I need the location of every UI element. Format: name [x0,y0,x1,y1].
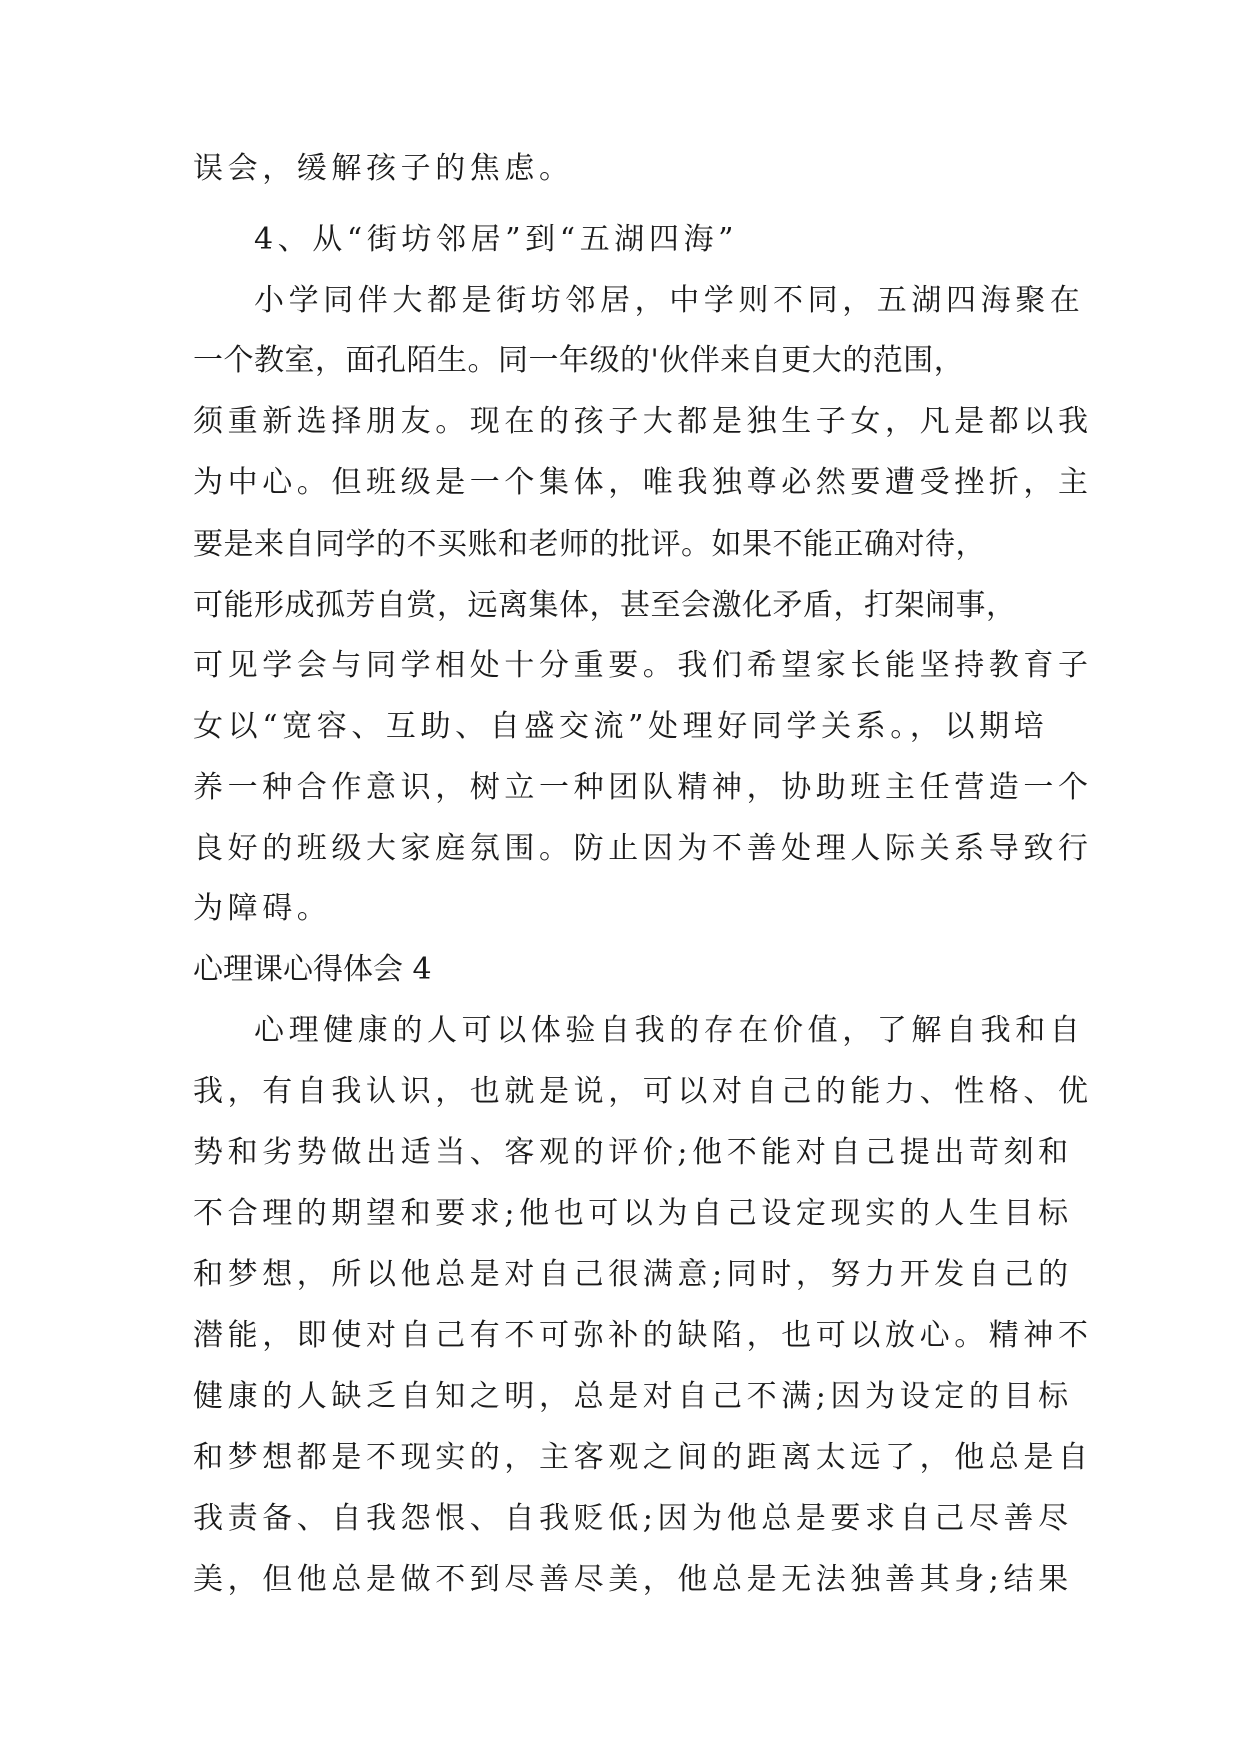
paragraph-line: 一个教室，面孔陌生。同一年级的'伙伴来自更大的范围， [193,343,965,378]
paragraph-line: 误会，缓解孩子的焦虑。 [193,151,574,186]
paragraph-line: 小学同伴大都是街坊邻居，中学则不同，五湖四海聚在 [254,283,1085,318]
paragraph-line: 潜能，即使对自己有不可弥补的缺陷，也可以放心。精神不 [193,1318,1093,1353]
paragraph-line: 美，但他总是做不到尽善尽美，他总是无法独善其身;结果 [193,1562,1073,1597]
paragraph-line: 和梦想都是不现实的，主客观之间的距离太远了，他总是自 [193,1440,1093,1475]
paragraph-line: 势和劣势做出适当、客观的评价;他不能对自己提出苛刻和 [193,1135,1073,1170]
paragraph-line: 我责备、自我怨恨、自我贬低;因为他总是要求自己尽善尽 [193,1501,1073,1536]
paragraph-line: 为中心。但班级是一个集体，唯我独尊必然要遭受挫折，主 [193,465,1093,500]
paragraph-line: 可见学会与同学相处十分重要。我们希望家长能坚持教育子 [193,648,1093,683]
paragraph-line: 和梦想，所以他总是对自己很满意;同时，努力开发自己的 [193,1257,1073,1292]
paragraph-line: 可能形成孤芳自赏，远离集体，甚至会激化矛盾，打架闹事， [193,588,1017,623]
paragraph-line: 须重新选择朋友。现在的孩子大都是独生子女，凡是都以我 [193,404,1093,439]
paragraph-line: 要是来自同学的不买账和老师的批评。如果不能正确对待， [193,527,986,562]
paragraph-line: 不合理的期望和要求;他也可以为自己设定现实的人生目标 [193,1196,1073,1231]
paragraph-line: 我，有自我认识，也就是说，可以对自己的能力、性格、优 [193,1074,1093,1109]
paragraph-line: 为障碍。 [193,891,332,926]
paragraph-line: 养一种合作意识，树立一种团队精神，协助班主任营造一个 [193,770,1093,805]
paragraph-line: 健康的人缺乏自知之明，总是对自己不满;因为设定的目标 [193,1379,1073,1414]
paragraph-line: 良好的班级大家庭氛围。防止因为不善处理人际关系导致行 [193,831,1093,866]
paragraph-line: 女以“宽容、互助、自盛交流”处理好同学关系。，以期培 [193,709,1049,744]
section-heading: 4、从“街坊邻居”到“五湖四海” [254,222,739,257]
paragraph-line: 心理健康的人可以体验自我的存在价值，了解自我和自 [254,1013,1085,1048]
section-title: 心理课心得体会 4 [193,952,432,987]
